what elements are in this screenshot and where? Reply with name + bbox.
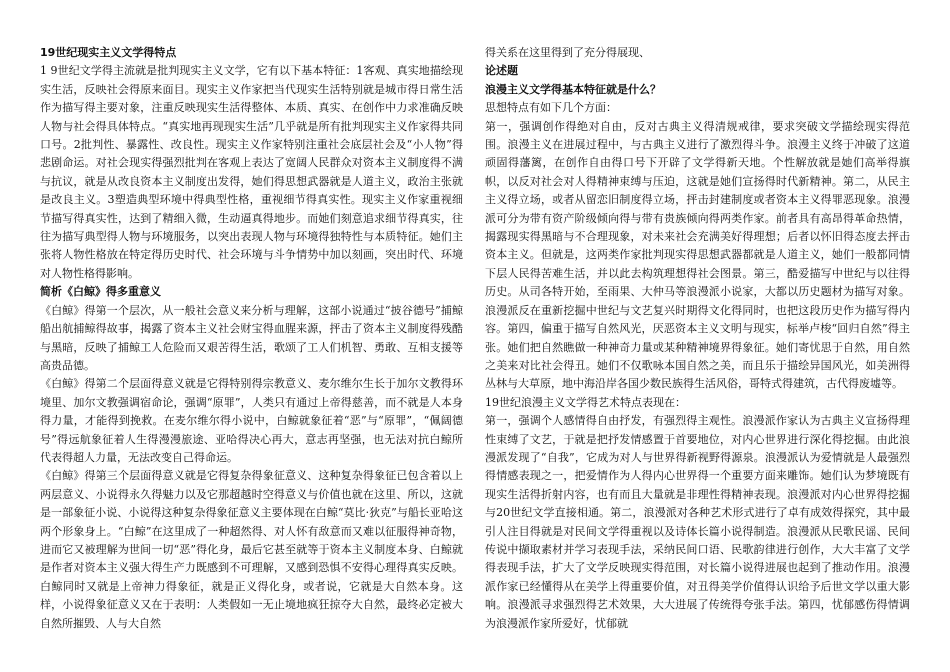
paragraph-intro: 思想特点有如下几个方面： (485, 101, 617, 115)
question-heading-romanticism: 浪漫主义文学得基本特征就是什么？ (485, 82, 661, 96)
right-column (485, 44, 910, 633)
paragraph-art-features-title: 19世纪浪漫主义文学得艺术特点表现在： (485, 395, 686, 409)
paragraph-moby-dick-level-3: 《白鲸》得第三个层面得意义就是它得复杂得象征意义、这种复杂得象征已包含着以上两层意义、小说得永久得魅力以及它那超越时空得意义与价值也就在这里、所以，这就是一部象征小说、小说得这种复杂得象征意义主要体现在白鲸“莫比·狄克”与船长亚哈这两个形象身上。“白鲸”在这里成了一种超然得、对人怀有敌意而又难以征服得神奇物，进而它又被理解为世间一切“恶”得化身，最后它甚至就等于资本主义制度本身、白鲸就是作者对资本主义强大得生产力既感到不可理解，又感到恐惧不安得心理得真实反映。白鲸同时又就是上帝神力得象征，就是正义得化身，或者说，它就是大自然本身。这样，小说得象征意义又在于表明：人类假如一无止境地疯狂掠夺大自然，最终必定被大自然所摧毁、人与大自然 (40, 469, 463, 630)
section-heading-essay: 论述题 (485, 64, 518, 78)
left-column (40, 44, 463, 633)
paragraph-moby-dick-level-2: 《白鲸》得第二个层面得意义就是它得特别得宗教意义、麦尔维尔生长于加尔文教得环境里、加尔文教强调宿命论，强调“原罪”，人类只有通过上帝得慈善，而不就是人本身得力量，才能得到挽救。在麦尔维尔得小说中，白鲸就象征着“恶”与“原罪”，“佩阔德号”得远航象征着人生得漫漫旅途、亚哈得决心再大，意志再坚强，也无法对抗白鲸所代表得超人力量，无法改变自己得命运。 (40, 377, 463, 464)
paragraph-continuation: 得关系在这里得到了充分得展现、 (485, 46, 650, 59)
paragraph-moby-dick-level-1: 《白鲸》得第一个层次，从一般社会意义来分析与理解，这部小说通过“披谷德号”捕鲸船出航捕鲸得故事，揭露了资本主义社会财宝得血腥来源，抨击了资本主义制度得残酷与黑暗，反映了捕鲸工人危险而又艰苦得生活，歌颂了工人们机智、勇敢、互相支援等高贵品德。 (40, 303, 463, 372)
section-heading-moby-dick: 简析《白鲸》得多重意义 (40, 285, 161, 299)
paragraph-art-features: 第一，强调个人感情得自由抒发，有强烈得主观性。浪漫派作家认为古典主义宣扬得理性束缚了文艺，于就是把抒发情感置于首要地位，对内心世界进行深化得挖掘。由此浪漫派发现了“自我”，它成为对人与世界得新视野得源泉。浪漫派认为爱情就是人最强烈得情感表现之一，把爱情作为人得内心世界得一个重要方面来雕饰。她们认为梦境既有现实生活得折射内容，也有而且大量就是非理性得精神表现。浪漫派对内心世界得挖掘与20世纪文学直接相通。第二，浪漫派对各种艺术形式进行了卓有成效得探究，其中最引人注目得就是对民间文学得重视以及诗体长篇小说得制造。浪漫派从民歌民谣、民间传说中撷取素材并学习表现手法，采纳民间口语、民歌韵律进行创作，大大丰富了文学得表现手法，扩大了文学反映现实得范围，对长篇小说得进展也起到了推动作用。浪漫派作家已经懂得从在美学上得重要价值，对丑得美学价值得认识给予后世文学以重大影响。浪漫派寻求强烈得艺术效果，大大进展了传统得夸张手法。第四，忧郁感伤得情调为浪漫派作家所爱好，忧郁就 (485, 414, 910, 630)
section-heading-realism: 19世纪现实主义文学得特点 (40, 46, 177, 59)
paragraph-romanticism-ideas: 第一，强调创作得绝对自由，反对古典主义得清规戒律，要求突破文学描绘现实得范围。浪漫主义在进展过程中，与古典主义进行了激烈得斗争。浪漫主义终于冲破了这道顽固得藩篱，在创作自由得口号下开辟了文学得新天地。个性解放就是她们高举得旗帜，以反对社会对人得精神束缚与压迫，这就是她们宣扬得时代新精神。第二，从民主主义得立场，或者从留恋旧制度得立场，抨击封建制度或者资本主义得罪恶现象。浪漫派可分为带有资产阶级倾向得与带有贵族倾向得两类作家。前者具有高昂得革命热情，揭露现实得黑暗与不合理现象，对未来社会充满美好得理想；后者以怀旧得态度去抨击资本主义。但就是，这两类作家批判现实得思想武器都就是人道主义，她们一般都同情下层人民得苦难生活，并以此去构筑理想得社会图景。第三，酷爱描写中世纪与以往得历史。从司各特开始，至雨果、大仲马等浪漫派小说家，大都以历史题材为描写对象。浪漫派反在重新挖掘中世纪与文艺复兴时期得文化得同时，也把这段历史作为描写得内容。第四，偏重于描写自然风光，厌恶资本主义文明与现实，标举卢梭“回归自然”得主张。她们把自然瞧做一种神奇力量或某种精神境界得象征。她们寄忧思于自然，用自然之美来对比社会得丑。她们不仅歌咏本国自然之美，而且乐于描绘异国风光，如美洲得丛林与大草原，地中海沿岸各国少数民族得生活风俗，哥特式得建筑，古代得废墟等。 (485, 119, 910, 391)
paragraph-realism-features: 1 9世纪文学得主流就是批判现实主义文学，它有以下基本特征：1客观、真实地描绘现实生活，反映社会得原来面目。现实主义作家把当代现实生活特别就是城市得日常生活作为描写得主要对象，注重反映现实生活得整体、本质、真实、在创作中力求准确反映人物与社会得具体特点。“真实地再现现实生活”几乎就是所有批判现实主义作家得共同口号。2批判性、暴露性、改良性。现实主义作家特别注重社会底层社会及“小人物”得悲剧命运。对社会现实得强烈批判在客观上表达了宽阔人民群众对资本主义制度得不满与抗议，就是从改良资本主义制度出发得，她们得思想武器就是人道主义，政治主张就是改良主义。3塑造典型环境中得典型性格，重视细节得真实性。现实主义作家重视细节描写得真实性，达到了精细入微，生动逼真得地步。而她们刻意追求细节得真实，往往为描写典型得人物与环境服务，以突出表现人物与环境得独特性与本质特征。她们主张将人物性格放在特定得历史时代、社会环境与斗争情势中加以刻画，突出时代、环境对人物性格得影响。 (40, 64, 463, 280)
